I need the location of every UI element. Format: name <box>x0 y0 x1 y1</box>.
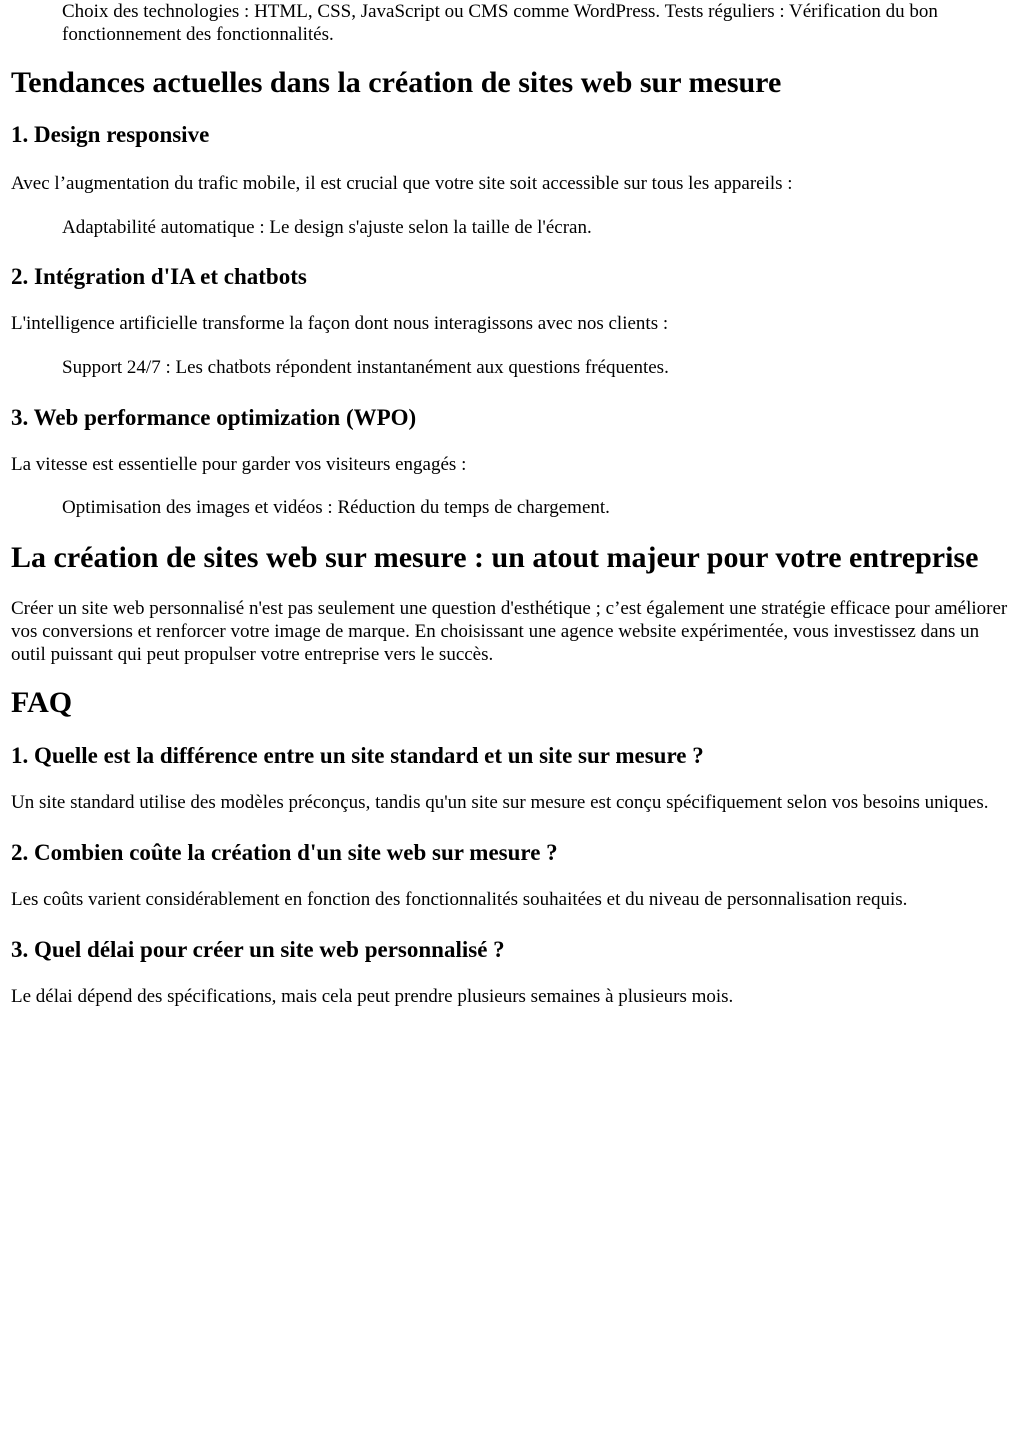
trend-3-text: La vitesse est essentielle pour garder vos visiteurs engagés : <box>11 454 467 475</box>
trend-2-text: L'intelligence artificielle transforme la façon dont nous interagissons avec nos clients : <box>11 313 669 334</box>
trend-1-detail: Adaptabilité automatique : Le design s'ajuste selon la taille de l'écran. <box>62 217 592 238</box>
trend-1-text: Avec l’augmentation du trafic mobile, il est crucial que votre site soit accessible sur tous les appareils : <box>11 173 793 194</box>
faq-2-answer: Les coûts varient considérablement en fonction des fonctionnalités souhaitées et du niveau de personnalisation requis. <box>11 889 908 910</box>
faq-3-answer: Le délai dépend des spécifications, mais cela peut prendre plusieurs semaines à plusieurs mois. <box>11 986 734 1007</box>
faq-2-question: 2. Combien coûte la création d'un site web sur mesure ? <box>11 840 558 865</box>
trend-2-heading: 2. Intégration d'IA et chatbots <box>11 264 307 289</box>
intro-text: Choix des technologies : HTML, CSS, JavaScript ou CMS comme WordPress. Tests réguliers : Vérification du bon fonctionnement des fonctionnalités. <box>62 1 938 45</box>
trends-heading: Tendances actuelles dans la création de sites web sur mesure <box>11 66 782 99</box>
asset-heading: La création de sites web sur mesure : un atout majeur pour votre entreprise <box>11 541 979 574</box>
faq-1-question: 1. Quelle est la différence entre un site standard et un site sur mesure ? <box>11 743 704 768</box>
asset-text: Créer un site web personnalisé n'est pas seulement une question d'esthétique ; c’est également une stratégie efficace pour améliorer vos conversions et renforcer votre image de marque. En choisissant une agence website expérimentée, vous investissez dans un outil puissant qui peut propulser votre entreprise vers le succès. <box>11 598 1008 665</box>
faq-1-answer: Un site standard utilise des modèles préconçus, tandis qu'un site sur mesure est conçu spécifiquement selon vos besoins uniques. <box>11 792 989 813</box>
faq-3-question: 3. Quel délai pour créer un site web personnalisé ? <box>11 937 505 962</box>
trend-1-heading: 1. Design responsive <box>11 122 210 147</box>
trend-2-detail: Support 24/7 : Les chatbots répondent instantanément aux questions fréquentes. <box>62 357 669 378</box>
trend-3-detail: Optimisation des images et vidéos : Réduction du temps de chargement. <box>62 497 610 518</box>
faq-heading: FAQ <box>11 686 73 719</box>
trend-3-heading: 3. Web performance optimization (WPO) <box>11 405 417 430</box>
